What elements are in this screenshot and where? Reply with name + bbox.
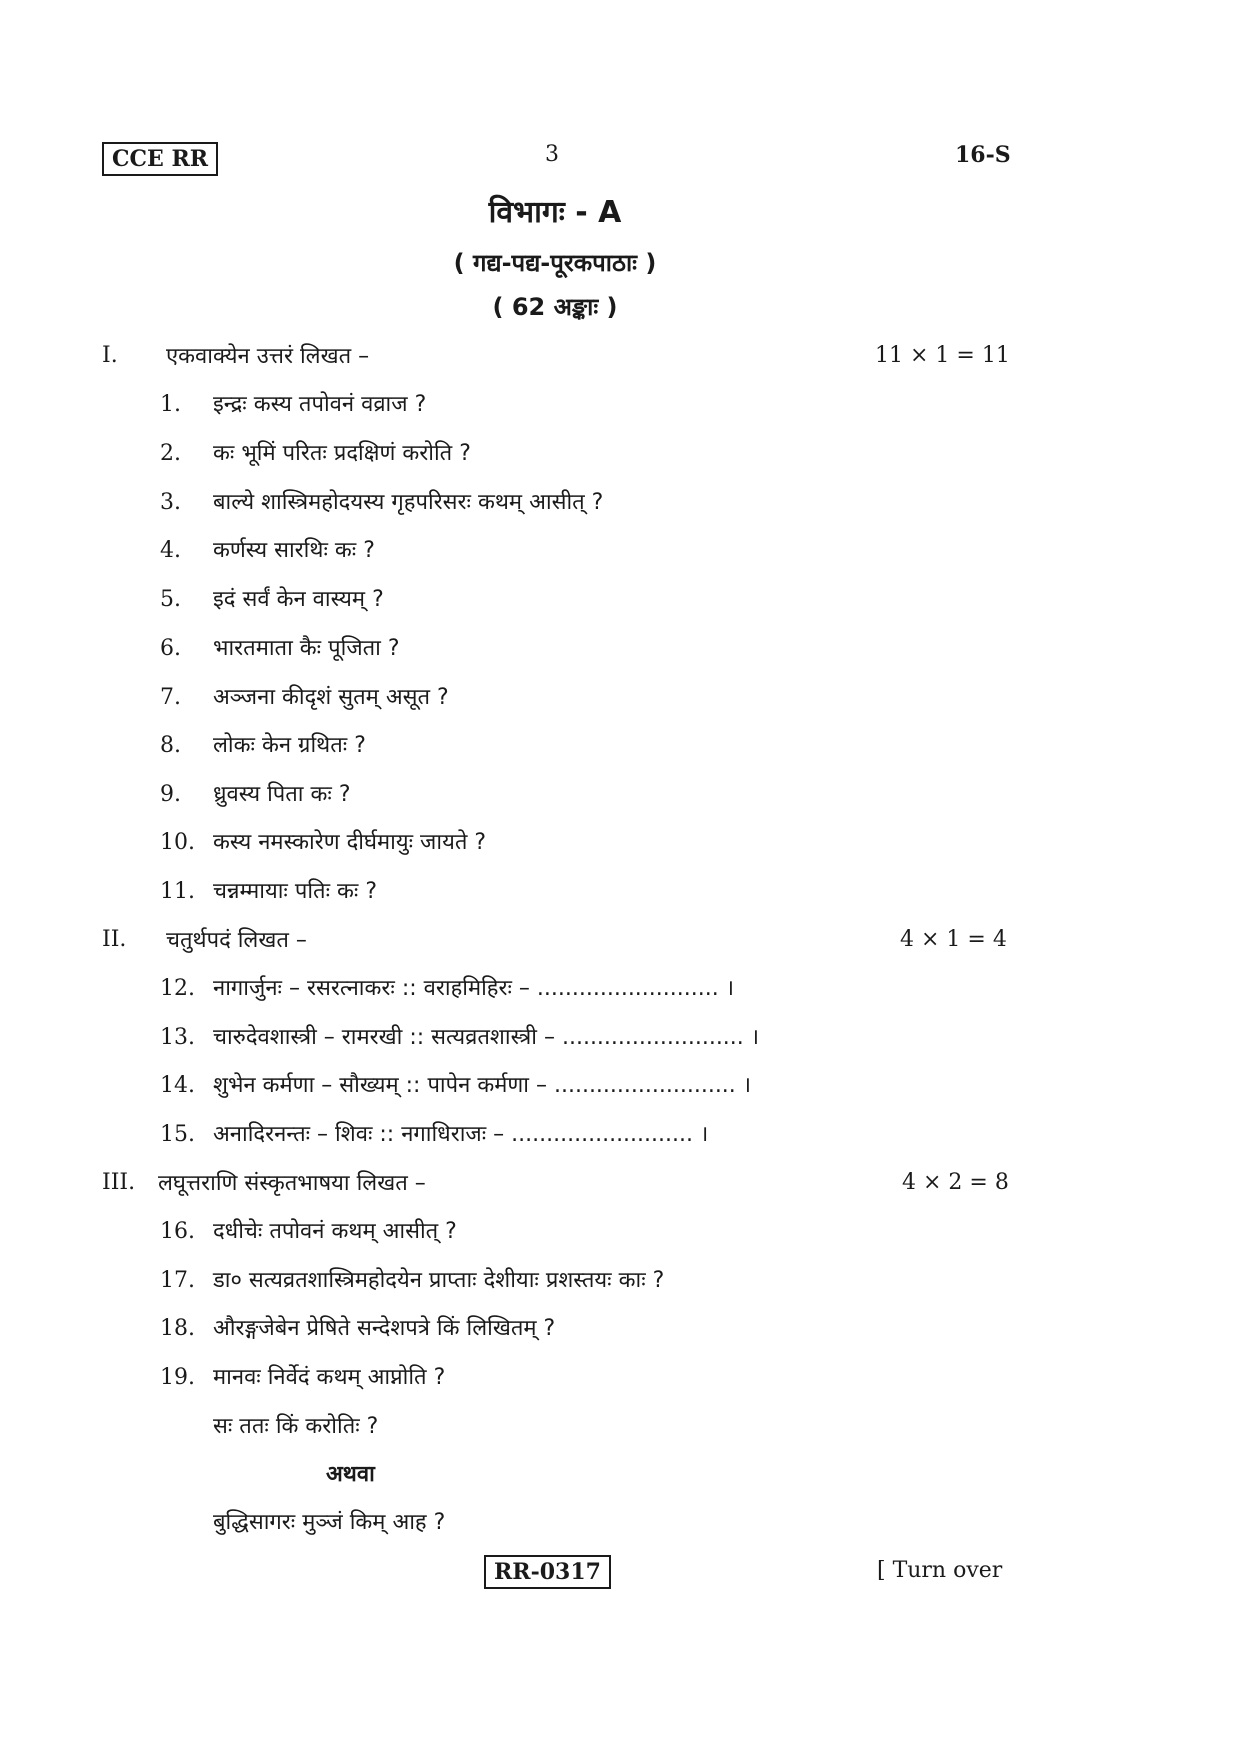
question-number: 18. — [160, 1316, 195, 1341]
question-number: 8. — [160, 733, 181, 758]
question-text: भारतमाता कैः पूजिता ? — [213, 636, 400, 661]
question-text: कः भूमिं परितः प्रदक्षिणं करोति ? — [213, 441, 471, 466]
group-marks: 4 × 1 = 4 — [900, 927, 1007, 952]
question-number: 1. — [160, 392, 181, 417]
question-text: कस्य नमस्कारेण दीर्घमायुः जायते ? — [213, 830, 487, 855]
question-number: 9. — [160, 782, 181, 807]
question-number: 14. — [160, 1073, 195, 1098]
question-text: सः ततः किं करोतिः ? — [213, 1414, 379, 1439]
question-text: चारुदेवशास्त्री – रामरखी :: सत्यव्रतशास्त्री – .......................... । — [213, 1025, 760, 1050]
question-text: लोकः केन ग्रथितः ? — [213, 733, 366, 758]
turn-over-note: [ Turn over — [877, 1558, 1003, 1583]
question-text: डा० सत्यव्रतशास्त्रिमहोदयेन प्राप्ताः देशीयाः प्रशस्तयः काः ? — [213, 1268, 665, 1293]
question-number: 17. — [160, 1268, 195, 1293]
group-instruction: लघूत्तराणि संस्कृतभाषया लिखत – — [158, 1171, 426, 1196]
question-number: 19. — [160, 1365, 195, 1390]
question-number: 3. — [160, 490, 181, 515]
question-text: चन्नम्मायाः पतिः कः ? — [213, 879, 378, 904]
question-number: 11. — [160, 879, 195, 904]
question-text: कर्णस्य सारथिः कः ? — [213, 538, 375, 563]
question-number: 6. — [160, 636, 181, 661]
question-text: ध्रुवस्य पिता कः ? — [213, 782, 351, 807]
question-number: 15. — [160, 1122, 195, 1147]
question-text: अनादिरनन्तः – शिवः :: नगाधिराजः – .......................... । — [213, 1122, 709, 1147]
group-roman: II. — [102, 927, 127, 952]
question-number: 10. — [160, 830, 195, 855]
question-number: 7. — [160, 685, 181, 710]
group-marks: 11 × 1 = 11 — [875, 343, 1010, 368]
question-text: दधीचेः तपोवनं कथम् आसीत् ? — [213, 1219, 457, 1244]
or-label: अथवा — [326, 1462, 375, 1487]
question-number: 4. — [160, 538, 181, 563]
footer-code-box: RR-0317 — [484, 1555, 611, 1589]
alt-question-text: बुद्धिसागरः मुञ्जं किम् आह ? — [213, 1510, 446, 1535]
question-text: अञ्जना कीदृशं सुतम् असूत ? — [213, 685, 449, 710]
question-number: 12. — [160, 976, 195, 1001]
question-number: 13. — [160, 1025, 195, 1050]
header-code-box: CCE RR — [102, 142, 218, 176]
question-text: शुभेन कर्मणा – सौख्यम् :: पापेन कर्मणा – .......................... । — [213, 1073, 752, 1098]
section-title: विभागः - A — [488, 195, 622, 230]
question-number: 5. — [160, 587, 181, 612]
section-subtitle: ( गद्य-पद्य-पूरकपाठाः ) — [453, 249, 657, 277]
section-marks: ( 62 अङ्काः ) — [492, 293, 618, 321]
group-instruction: एकवाक्येन उत्तरं लिखत – — [166, 344, 370, 369]
question-text: मानवः निर्वेदं कथम् आप्नोति ? — [213, 1365, 446, 1390]
question-number: 16. — [160, 1219, 195, 1244]
question-text: इदं सर्वं केन वास्यम् ? — [213, 587, 384, 612]
group-roman: III. — [102, 1170, 136, 1195]
paper-code: 16-S — [955, 142, 1011, 168]
question-text: औरङ्गजेबेन प्रेषिते सन्देशपत्रे किं लिखितम् ? — [213, 1316, 556, 1341]
question-text: नागार्जुनः – रसरत्नाकरः :: वराहमिहिरः – .......................... । — [213, 976, 735, 1001]
group-instruction: चतुर्थपदं लिखत – — [166, 928, 307, 953]
question-number: 2. — [160, 441, 181, 466]
group-roman: I. — [102, 343, 118, 368]
page-number: 3 — [545, 142, 559, 167]
question-text: बाल्ये शास्त्रिमहोदयस्य गृहपरिसरः कथम् आसीत् ? — [213, 490, 604, 515]
question-text: इन्द्रः कस्य तपोवनं वव्राज ? — [213, 392, 427, 417]
group-marks: 4 × 2 = 8 — [902, 1170, 1009, 1195]
